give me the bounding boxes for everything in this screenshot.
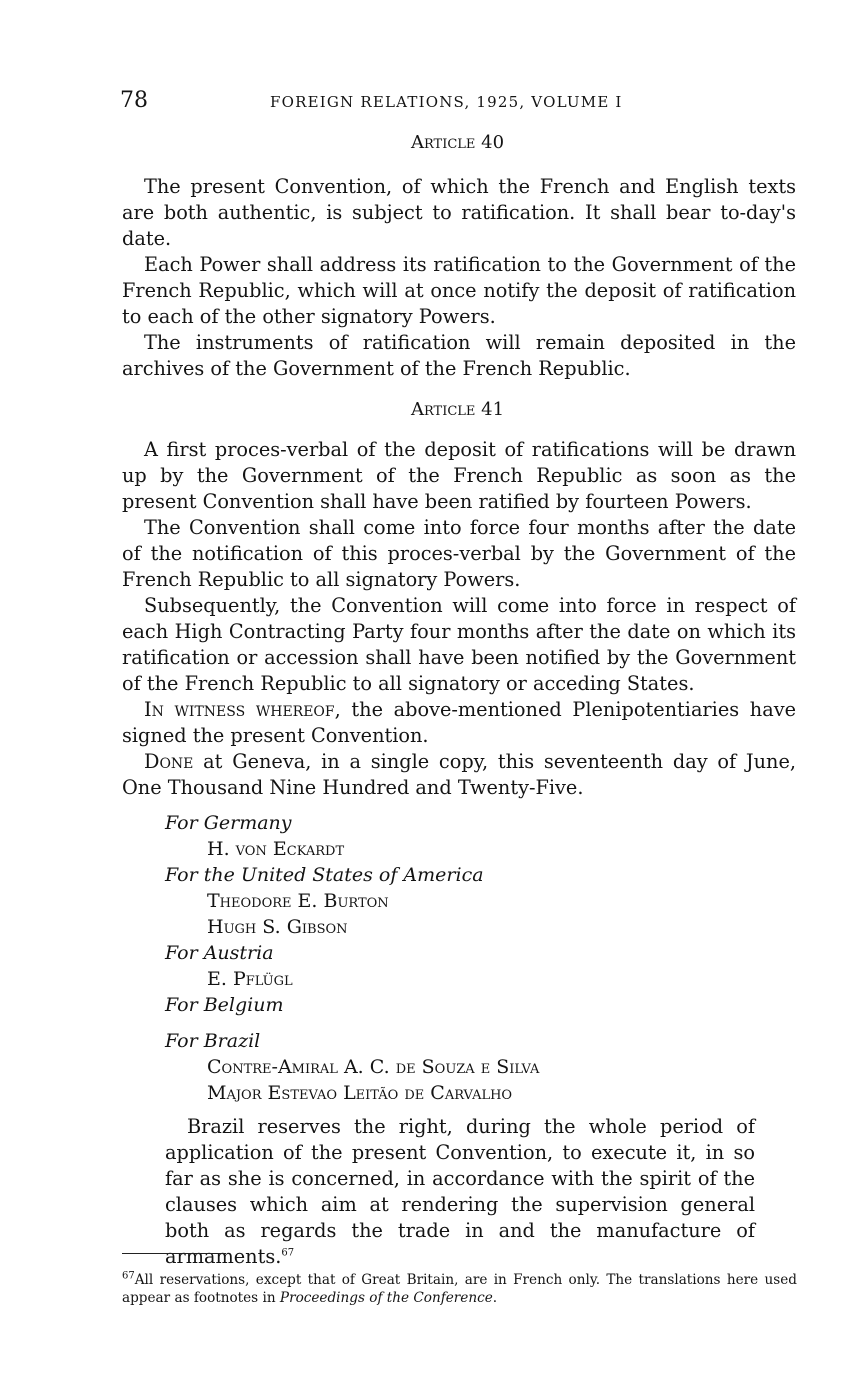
footnote-text: All reservations, except that of Great Britain, are in French only. The translations here used appear as footnotes in	[122, 1272, 797, 1306]
article-41-body	[122, 437, 796, 801]
signatory-name: E. Pflügl	[207, 968, 293, 990]
footnote-paragraph	[122, 1271, 797, 1307]
witness-paragraph	[122, 697, 796, 749]
signatory-name: H. von Eckardt	[207, 838, 345, 860]
done-text: at Geneva, in a single copy, this seventeenth day of June, One Thousand Nine Hundred and Twenty-Five.	[122, 750, 796, 799]
signatory-country: For Austria	[165, 942, 274, 964]
signatory-name: Contre-Amiral A. C. de Souza e Silva	[207, 1056, 540, 1078]
paragraph: A first proces-verbal of the deposit of ratifications will be drawn up by the Government of the French Republic as soon as the present Convention shall have been ratified by fourteen Powers.	[122, 438, 796, 513]
witness-lead: In witness whereof,	[144, 698, 341, 721]
footnote-divider	[122, 1253, 226, 1254]
article-41-heading: Article 41	[410, 399, 505, 420]
footnote-end: .	[492, 1290, 498, 1306]
witness-text: the above-mentioned Plenipotentiaries have signed the present Convention.	[122, 698, 796, 747]
page-number: 78	[120, 88, 148, 113]
signatory-name: Theodore E. Burton	[207, 890, 389, 912]
signatures-block-1	[165, 810, 765, 1018]
footnote	[122, 1271, 797, 1307]
signatures-block-2	[165, 1028, 765, 1106]
done-paragraph	[122, 749, 796, 801]
paragraph: The present Convention, of which the French and English texts are both authentic, is subject to ratification. It shall bear to-day's date.	[122, 175, 796, 250]
paragraph: The Convention shall come into force four months after the date of the notification of this proces-verbal by the Government of the French Republic to all signatory Powers.	[122, 516, 796, 591]
reservation-text: Brazil reserves the right, during the whole period of application of the present Convention, to execute it, in so far as she is concerned, in accordance with the spirit of the clauses which aim at rendering the supervision general both as regards the trade in and the manufacture of armaments.	[165, 1115, 755, 1268]
reservation-paragraph	[165, 1114, 755, 1270]
paragraph: Subsequently, the Convention will come into force in respect of each High Contracting Party four months after the date on which its ratification or accession shall have been notified by the Government of the French Republic to all signatory or acceding States.	[122, 594, 796, 695]
footnote-reference[interactable]: 67	[281, 1247, 295, 1259]
footnote-marker: 67	[122, 1270, 135, 1282]
paragraph: The instruments of ratification will remain deposited in the archives of the Government of the French Republic.	[122, 331, 796, 380]
brazil-reservation	[165, 1114, 755, 1270]
article-40-body	[122, 174, 796, 382]
signatory-name: Hugh S. Gibson	[207, 916, 348, 938]
done-lead: Done	[144, 750, 194, 773]
signatory-country: For the United States of America	[165, 864, 484, 886]
article-40-heading: Article 40	[410, 132, 505, 153]
signatory-name: Major Estevao Leitão de Carvalho	[207, 1082, 513, 1104]
running-title: FOREIGN RELATIONS, 1925, VOLUME I	[270, 93, 623, 111]
signatory-country: For Brazil	[165, 1030, 261, 1052]
signatory-country: For Germany	[165, 812, 292, 834]
paragraph: Each Power shall address its ratification to the Government of the French Republic, which will at once notify the deposit of ratification to each of the other signatory Powers.	[122, 253, 796, 328]
page-header	[120, 88, 795, 116]
footnote-title: Proceedings of the Conference	[279, 1290, 493, 1306]
signatory-country: For Belgium	[165, 994, 284, 1016]
